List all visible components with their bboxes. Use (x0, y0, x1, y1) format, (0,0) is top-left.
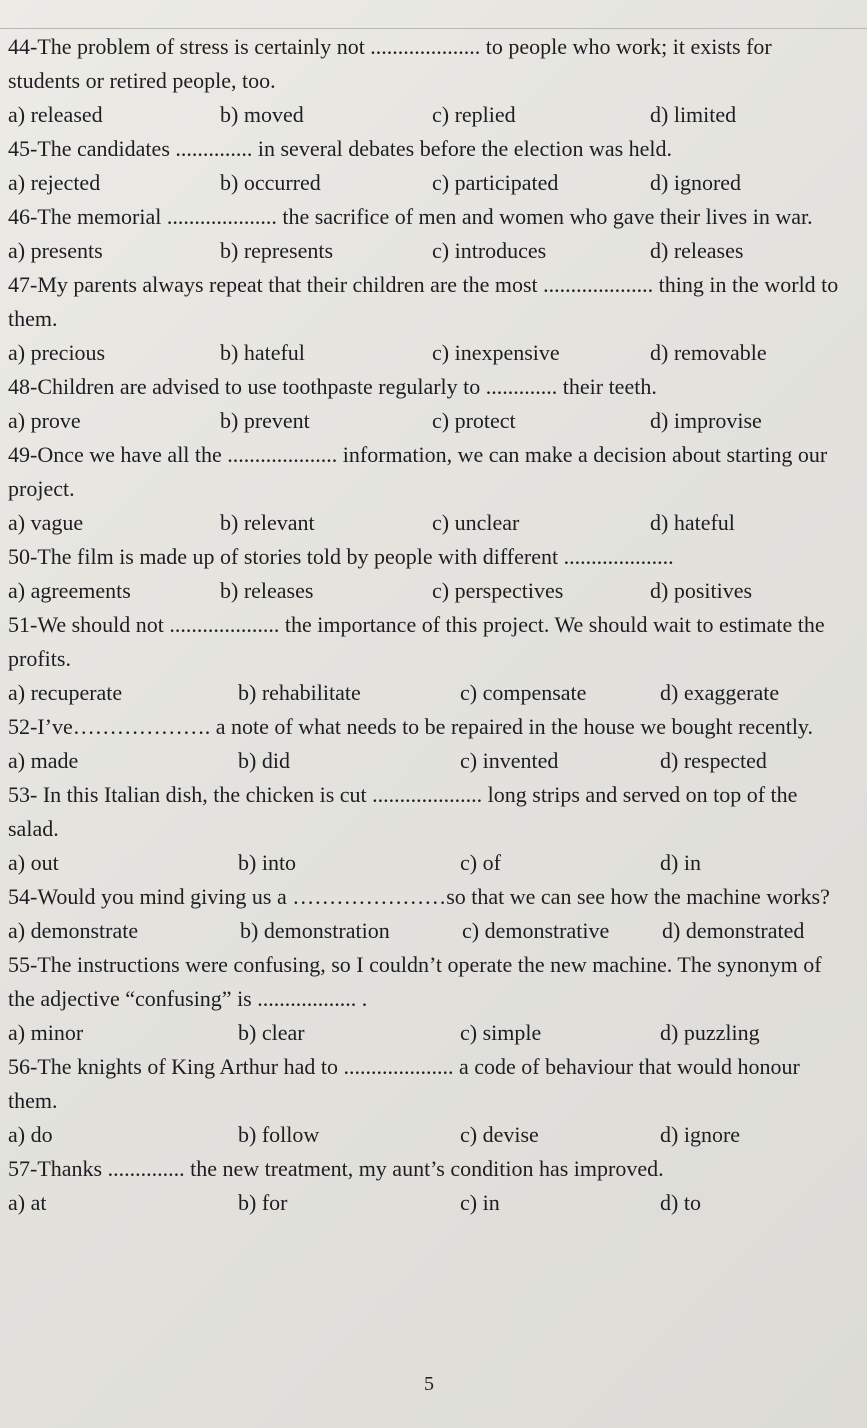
option-b: b) did (238, 748, 290, 773)
options (8, 234, 848, 268)
option-a: a) demonstrate (8, 918, 139, 943)
option-c: c) perspectives (432, 578, 564, 603)
option-c: c) demonstrative (462, 918, 610, 943)
option-a: a) agreements (8, 578, 131, 603)
option-a: a) minor (8, 1020, 84, 1045)
option-a: a) at (8, 1190, 47, 1215)
question-stem: 55-The instructions were confusing, so I couldn’t operate the new machine. The synonym of the adjective “confusing” is .................. . (8, 952, 822, 1011)
option-c: c) participated (432, 170, 559, 195)
question-stem: 45-The candidates .............. in several debates before the election was held. (8, 136, 673, 161)
option-b: b) moved (220, 102, 304, 127)
question-49 (8, 438, 848, 540)
option-b: b) occurred (220, 170, 321, 195)
options (8, 506, 848, 540)
option-a: a) made (8, 748, 79, 773)
options (8, 744, 848, 778)
option-d: d) to (660, 1190, 701, 1215)
option-b: b) represents (220, 238, 334, 263)
question-48 (8, 370, 848, 438)
question-stem: 52-I’ve………………. a note of what needs to be repaired in the house we bought recently. (8, 714, 813, 739)
option-d: d) releases (650, 238, 744, 263)
options (8, 1118, 848, 1152)
option-b: b) demonstration (240, 918, 390, 943)
option-d: d) in (660, 850, 701, 875)
option-c: c) unclear (432, 510, 520, 535)
option-d: d) ignore (660, 1122, 741, 1147)
option-b: b) follow (238, 1122, 320, 1147)
option-c: c) of (460, 850, 501, 875)
question-stem: 50-The film is made up of stories told by people with different .................... (8, 544, 674, 569)
question-46 (8, 200, 848, 268)
options (8, 846, 848, 880)
page-top-edge (0, 28, 867, 29)
option-d: d) respected (660, 748, 767, 773)
option-d: d) hateful (650, 510, 735, 535)
options (8, 1016, 848, 1050)
worksheet (8, 30, 848, 1220)
option-a: a) do (8, 1122, 53, 1147)
options (8, 404, 848, 438)
option-a: a) rejected (8, 170, 101, 195)
option-d: d) removable (650, 340, 767, 365)
option-a: a) prove (8, 408, 81, 433)
question-54 (8, 880, 848, 948)
option-b: b) for (238, 1190, 288, 1215)
question-stem: 51-We should not .................... the importance of this project. We should wait to estimate the profits. (8, 612, 825, 671)
option-c: c) replied (432, 102, 516, 127)
question-stem: 57-Thanks .............. the new treatment, my aunt’s condition has improved. (8, 1156, 664, 1181)
question-50 (8, 540, 848, 608)
option-c: c) compensate (460, 680, 587, 705)
options (8, 676, 848, 710)
option-b: b) clear (238, 1020, 305, 1045)
option-d: d) limited (650, 102, 737, 127)
option-c: c) invented (460, 748, 559, 773)
options (8, 98, 848, 132)
option-b: b) rehabilitate (238, 680, 361, 705)
question-stem: 47-My parents always repeat that their children are the most .................... thing in the world to them. (8, 272, 839, 331)
option-d: d) exaggerate (660, 680, 780, 705)
option-a: a) vague (8, 510, 84, 535)
question-56 (8, 1050, 848, 1152)
question-stem: 49-Once we have all the .................... information, we can make a decision about starting our project. (8, 442, 828, 501)
option-c: c) simple (460, 1020, 542, 1045)
option-b: b) releases (220, 578, 314, 603)
options (8, 166, 848, 200)
question-51 (8, 608, 848, 710)
option-c: c) inexpensive (432, 340, 560, 365)
question-45 (8, 132, 848, 200)
option-c: c) protect (432, 408, 516, 433)
question-44 (8, 30, 848, 132)
page-number: 5 (424, 1373, 434, 1395)
question-53 (8, 778, 848, 880)
question-55 (8, 948, 848, 1050)
option-b: b) relevant (220, 510, 315, 535)
question-stem: 54-Would you mind giving us a …………………so that we can see how the machine works? (8, 884, 830, 909)
question-stem: 53- In this Italian dish, the chicken is cut .................... long strips and served on top of the salad. (8, 782, 798, 841)
question-stem: 44-The problem of stress is certainly not .................... to people who work; it exists for students or retired people, too. (8, 34, 772, 93)
options (8, 1186, 848, 1220)
question-stem: 46-The memorial .................... the sacrifice of men and women who gave their lives in war. (8, 204, 813, 229)
option-b: b) prevent (220, 408, 310, 433)
option-b: b) into (238, 850, 297, 875)
question-52 (8, 710, 848, 778)
option-c: c) devise (460, 1122, 539, 1147)
option-a: a) presents (8, 238, 103, 263)
option-d: d) ignored (650, 170, 742, 195)
question-47 (8, 268, 848, 370)
options (8, 574, 848, 608)
question-57 (8, 1152, 848, 1220)
option-d: d) demonstrated (662, 918, 805, 943)
option-d: d) positives (650, 578, 753, 603)
question-stem: 48-Children are advised to use toothpaste regularly to ............. their teeth. (8, 374, 657, 399)
question-stem: 56-The knights of King Arthur had to .................... a code of behaviour that would honour them. (8, 1054, 800, 1113)
option-a: a) out (8, 850, 59, 875)
option-c: c) in (460, 1190, 500, 1215)
option-d: d) improvise (650, 408, 762, 433)
option-d: d) puzzling (660, 1020, 760, 1045)
option-a: a) precious (8, 340, 106, 365)
option-a: a) released (8, 102, 103, 127)
option-b: b) hateful (220, 340, 305, 365)
options (8, 914, 848, 948)
option-c: c) introduces (432, 238, 547, 263)
option-a: a) recuperate (8, 680, 123, 705)
options (8, 336, 848, 370)
